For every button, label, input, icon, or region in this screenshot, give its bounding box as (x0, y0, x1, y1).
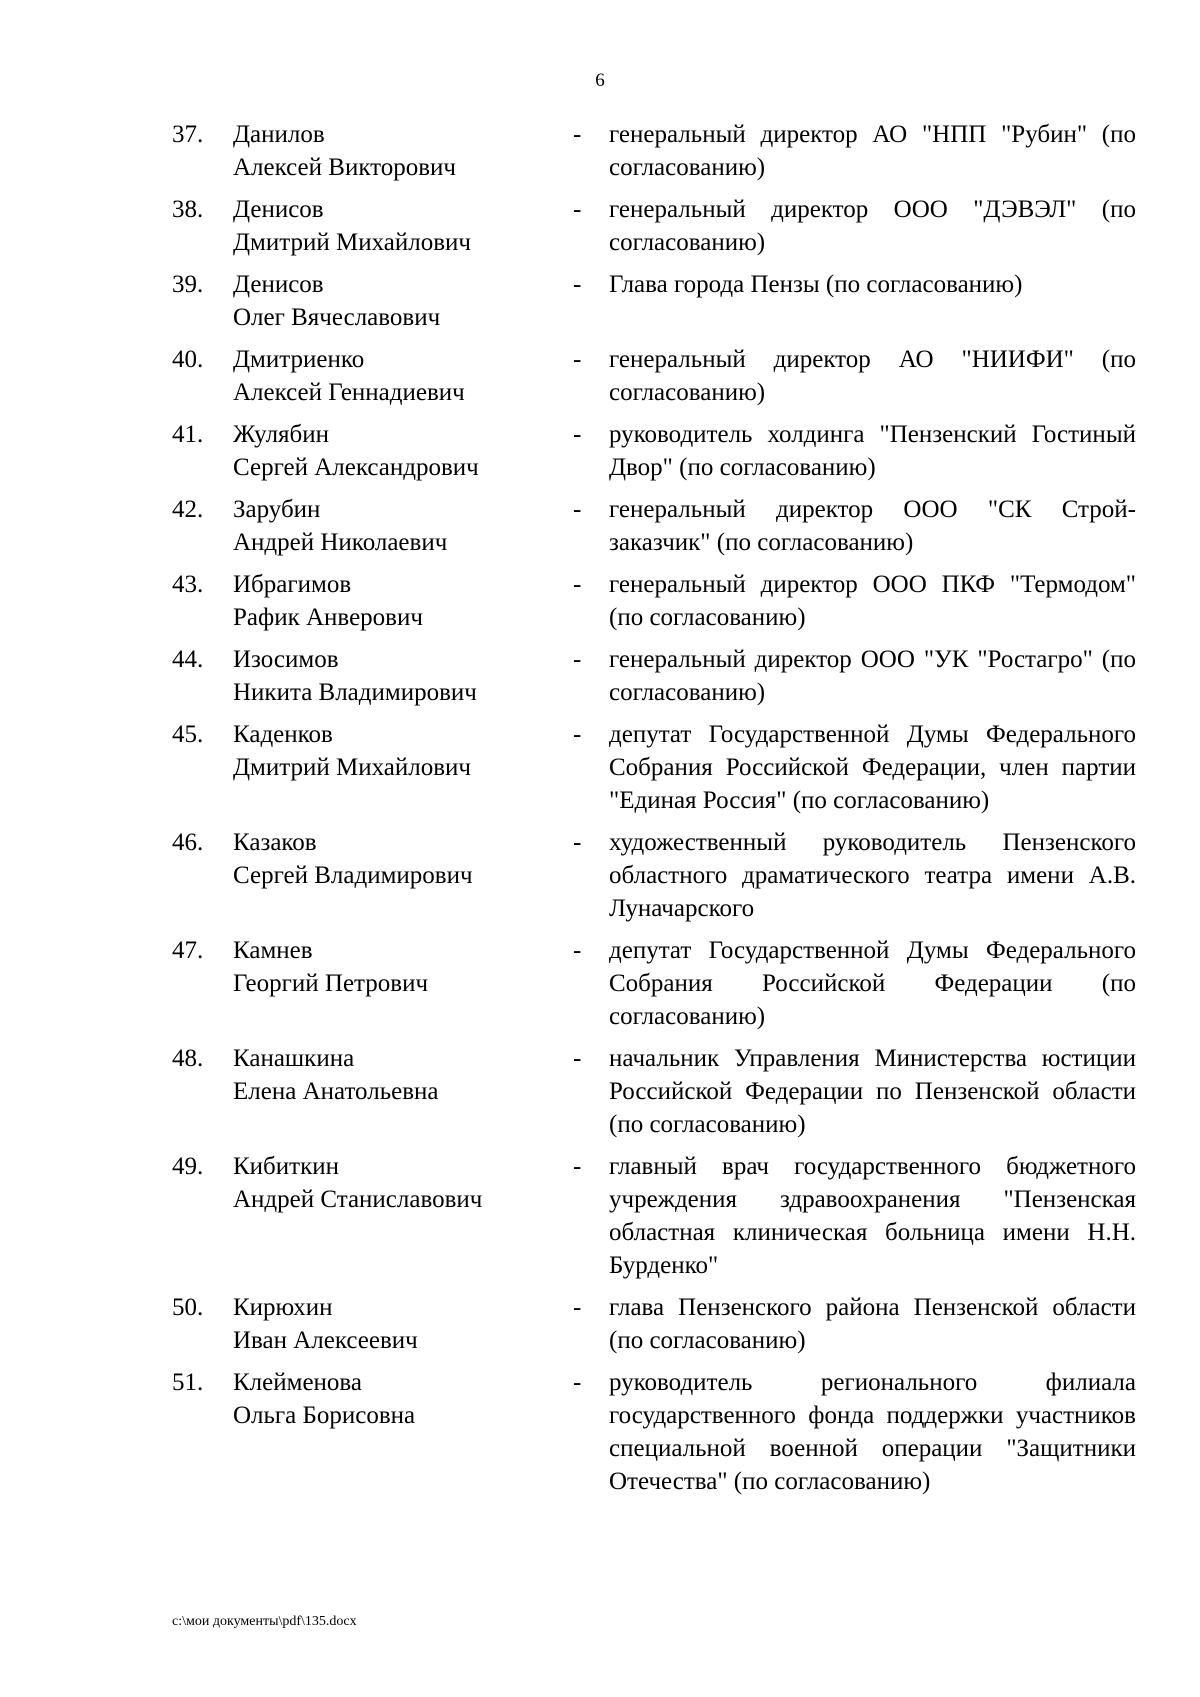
position-description: генеральный директор ООО "ДЭВЭЛ" (по согласованию) (609, 196, 1136, 256)
dash-separator: - (573, 121, 582, 148)
list-item (0, 826, 1200, 925)
surname: Дмитриенко (233, 346, 365, 373)
person-name (233, 118, 553, 184)
item-number: 44. (172, 646, 204, 673)
item-number: 51. (172, 1369, 204, 1396)
surname: Канашкина (233, 1045, 355, 1072)
item-number: 46. (172, 829, 204, 856)
dash-separator: - (573, 1153, 582, 1180)
dash-separator: - (573, 1294, 582, 1321)
person-name (233, 1366, 553, 1432)
position-description: руководитель холдинга "Пензенский Гостиный Двор" (по согласованию) (609, 421, 1136, 481)
given-names: Сергей Владимирович (233, 862, 473, 889)
list-item (0, 1291, 1200, 1357)
person-name (233, 934, 553, 1000)
list-item (0, 118, 1200, 184)
list-item (0, 643, 1200, 709)
surname: Клейменова (233, 1369, 362, 1396)
given-names: Ольга Борисовна (233, 1402, 416, 1429)
members-list (0, 118, 1200, 1507)
file-path-footer: c:\мои документы\pdf\135.docx (172, 1614, 357, 1629)
item-number: 49. (172, 1153, 204, 1180)
dash-separator: - (573, 271, 582, 298)
given-names: Елена Анатольевна (233, 1078, 439, 1105)
dash-separator: - (573, 646, 582, 673)
surname: Зарубин (233, 496, 321, 523)
surname: Данилов (233, 121, 325, 148)
position-description: Глава города Пензы (по согласованию) (609, 271, 1023, 298)
item-number: 41. (172, 421, 204, 448)
position-description: генеральный директор ООО ПКФ "Термодом" (по согласованию) (609, 571, 1136, 631)
given-names: Олег Вячеславович (233, 304, 441, 331)
dash-separator: - (573, 346, 582, 373)
given-names: Алексей Геннадиевич (233, 379, 465, 406)
given-names: Андрей Станиславович (233, 1186, 483, 1213)
position-description: генеральный директор ООО "УК "Ростагро" (по согласованию) (609, 646, 1136, 706)
given-names: Рафик Анверович (233, 604, 423, 631)
list-item (0, 493, 1200, 559)
list-item (0, 568, 1200, 634)
person-name (233, 418, 553, 484)
person-name (233, 1150, 553, 1216)
list-item (0, 1366, 1200, 1498)
person-name (233, 826, 553, 892)
list-item (0, 934, 1200, 1033)
dash-separator: - (573, 421, 582, 448)
dash-separator: - (573, 496, 582, 523)
list-item (0, 1150, 1200, 1282)
item-number: 43. (172, 571, 204, 598)
position-description: начальник Управления Министерства юстиции Российской Федерации по Пензенской области (по согласованию) (609, 1045, 1136, 1138)
item-number: 42. (172, 496, 204, 523)
surname: Казаков (233, 829, 317, 856)
given-names: Никита Владимирович (233, 679, 477, 706)
item-number: 45. (172, 721, 204, 748)
person-name (233, 193, 553, 259)
surname: Денисов (233, 196, 324, 223)
item-number: 48. (172, 1045, 204, 1072)
dash-separator: - (573, 1045, 582, 1072)
person-name (233, 493, 553, 559)
position-description: генеральный директор АО "НПП "Рубин" (по согласованию) (609, 121, 1136, 181)
surname: Кирюхин (233, 1294, 333, 1321)
list-item (0, 268, 1200, 334)
surname: Изосимов (233, 646, 339, 673)
position-description: генеральный директор ООО "СК Строй-заказчик" (по согласованию) (609, 496, 1136, 556)
dash-separator: - (573, 721, 582, 748)
person-name (233, 1291, 553, 1357)
list-item (0, 418, 1200, 484)
item-number: 37. (172, 121, 204, 148)
position-description: генеральный директор АО "НИИФИ" (по согласованию) (609, 346, 1136, 406)
dash-separator: - (573, 1369, 582, 1396)
surname: Кибиткин (233, 1153, 339, 1180)
given-names: Дмитрий Михайлович (233, 229, 471, 256)
surname: Денисов (233, 271, 324, 298)
position-description: руководитель регионального филиала государственного фонда поддержки участников специальной военной операции "Защитники Отечества" (по согласованию) (609, 1369, 1136, 1495)
item-number: 50. (172, 1294, 204, 1321)
item-number: 38. (172, 196, 204, 223)
surname: Жулябин (233, 421, 330, 448)
position-description: глава Пензенского района Пензенской области (по согласованию) (609, 1294, 1136, 1354)
dash-separator: - (573, 937, 582, 964)
list-item (0, 193, 1200, 259)
given-names: Дмитрий Михайлович (233, 754, 471, 781)
list-item (0, 718, 1200, 817)
dash-separator: - (573, 829, 582, 856)
position-description: главный врач государственного бюджетного учреждения здравоохранения "Пензенская областная клиническая больница имени Н.Н. Бурденко" (609, 1153, 1136, 1279)
item-number: 39. (172, 271, 204, 298)
list-item (0, 1042, 1200, 1141)
surname: Ибрагимов (233, 571, 352, 598)
position-description: депутат Государственной Думы Федерального Собрания Российской Федерации (по согласованию) (609, 937, 1136, 1030)
person-name (233, 268, 553, 334)
surname: Каденков (233, 721, 333, 748)
list-item (0, 343, 1200, 409)
position-description: художественный руководитель Пензенского областного драматического театра имени А.В. Луначарского (609, 829, 1136, 922)
given-names: Георгий Петрович (233, 970, 429, 997)
given-names: Сергей Александрович (233, 454, 479, 481)
person-name (233, 568, 553, 634)
dash-separator: - (573, 571, 582, 598)
dash-separator: - (573, 196, 582, 223)
person-name (233, 1042, 553, 1108)
position-description: депутат Государственной Думы Федерального Собрания Российской Федерации, член партии "Единая Россия" (по согласованию) (609, 721, 1136, 814)
given-names: Иван Алексеевич (233, 1327, 418, 1354)
person-name (233, 718, 553, 784)
given-names: Алексей Викторович (233, 154, 456, 181)
given-names: Андрей Николаевич (233, 529, 448, 556)
surname: Камнев (233, 937, 313, 964)
person-name (233, 343, 553, 409)
person-name (233, 643, 553, 709)
item-number: 40. (172, 346, 204, 373)
item-number: 47. (172, 937, 204, 964)
page-number: 6 (595, 70, 605, 91)
